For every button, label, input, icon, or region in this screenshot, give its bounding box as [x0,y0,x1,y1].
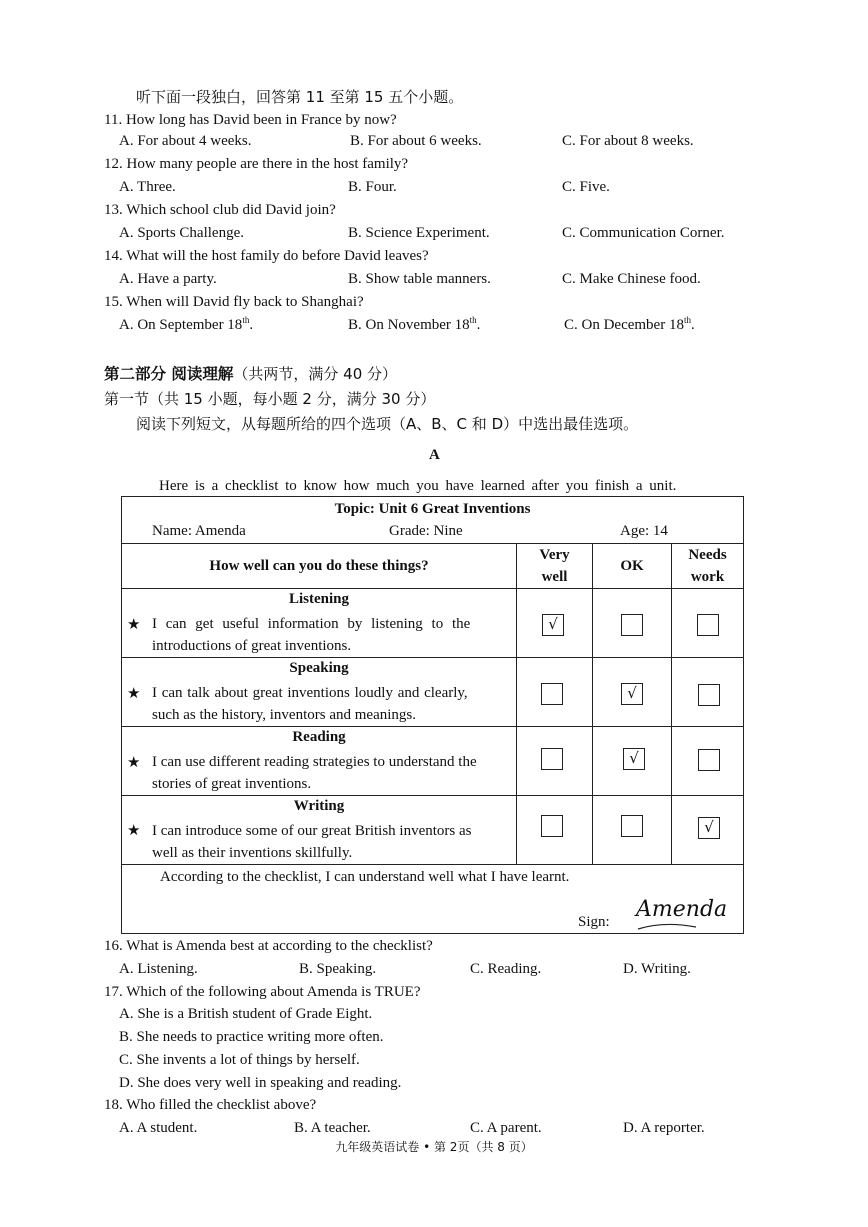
checkbox-speaking-needs-work[interactable] [698,684,720,706]
q12-option-a: A. Three. [119,179,176,195]
question-16: 16. What is Amenda best at according to the checklist? [104,938,433,954]
checkbox-listening-very-well[interactable]: √ [542,614,564,636]
table-divider [122,588,743,589]
checklist-name: Name: Amenda [152,523,246,539]
column-divider [592,543,593,864]
column-header-ok: OK [620,558,644,574]
q14-option-a: A. Have a party. [119,271,217,287]
signature-flourish [634,919,704,933]
column-divider [516,543,517,864]
q13-option-a: A. Sports Challenge. [119,225,244,241]
row-desc-reading: I can use different reading strategies to understand the [152,754,477,770]
table-divider [122,726,743,727]
q15-option-a: A. On September 18th. [119,315,254,333]
listening-intro: 听下面一段独白，回答第 11 至第 15 五个小题。 [136,88,464,106]
q17-option-d: D. She does very well in speaking and reading. [119,1075,402,1091]
checkbox-reading-very-well[interactable] [541,748,563,770]
question-14: 14. What will the host family do before David leaves? [104,248,429,264]
question-17: 17. Which of the following about Amenda is TRUE? [104,984,421,1000]
q13-option-b: B. Science Experiment. [348,225,490,241]
row-category-reading: Reading [292,729,346,745]
checklist-footer-text: According to the checklist, I can understand well what I have learnt. [160,869,570,885]
star-icon: ★ [127,753,141,771]
question-12: 12. How many people are there in the host family? [104,156,409,172]
passage-label: A [429,447,440,463]
row-desc-writing: I can introduce some of our great British inventors as [152,823,472,839]
q17-option-c: C. She invents a lot of things by herself. [119,1052,360,1068]
table-divider [122,657,743,658]
star-icon: ★ [127,615,141,633]
section1-heading: 第一节（共 15 小题，每小题 2 分，满分 30 分） [104,390,436,408]
q13-option-c: C. Communication Corner. [562,225,725,241]
q16-option-b: B. Speaking. [299,961,377,977]
passage-intro: Here is a checklist to know how much you have learned after you finish a unit. [159,478,677,494]
reading-instruction: 阅读下列短文，从每题所给的四个选项（A、B、C 和 D）中选出最佳选项。 [136,415,639,433]
row-category-speaking: Speaking [289,660,349,676]
column-header-question: How well can you do these things? [209,558,429,574]
star-icon: ★ [127,821,141,839]
table-divider [122,543,743,544]
q16-option-a: A. Listening. [119,961,198,977]
row-category-writing: Writing [293,798,345,814]
part2-title: 第二部分 阅读理解（共两节，满分 40 分） [104,365,398,383]
row-desc-listening-2: introductions of great inventions. [152,638,352,654]
q12-option-b: B. Four. [348,179,397,195]
sign-label: Sign: [578,914,610,930]
question-15: 15. When will David fly back to Shanghai? [104,294,364,310]
q12-option-c: C. Five. [562,179,610,195]
checkbox-reading-ok[interactable]: √ [623,748,645,770]
row-desc-writing-2: well as their inventions skillfully. [152,845,353,861]
row-desc-speaking-2: such as the history, inventors and meanings. [152,707,416,723]
q18-option-c: C. A parent. [470,1120,542,1136]
q18-option-b: B. A teacher. [294,1120,371,1136]
q14-option-b: B. Show table manners. [348,271,491,287]
star-icon: ★ [127,684,141,702]
table-divider [122,864,743,865]
checkbox-listening-ok[interactable] [621,614,643,636]
question-18: 18. Who filled the checklist above? [104,1097,317,1113]
q16-option-d: D. Writing. [623,961,691,977]
page-footer: 九年级英语试卷 • 第 2页（共 8 页） [335,1140,533,1154]
q11-option-c: C. For about 8 weeks. [562,133,694,149]
row-desc-reading-2: stories of great inventions. [152,776,312,792]
q18-option-d: D. A reporter. [623,1120,705,1136]
checkbox-writing-needs-work[interactable]: √ [698,817,720,839]
column-header-very-well: Very well [539,547,570,585]
checkbox-writing-very-well[interactable] [541,815,563,837]
q17-option-b: B. She needs to practice writing more often. [119,1029,384,1045]
row-desc-listening: I can get useful information by listening to the [152,616,471,632]
column-header-needs-work: Needs work [688,547,727,585]
question-11: 11. How long has David been in France by now? [104,112,397,128]
checklist-topic: Topic: Unit 6 Great Inventions [334,501,531,517]
checkbox-writing-ok[interactable] [621,815,643,837]
q17-option-a: A. She is a British student of Grade Eight. [119,1006,373,1022]
q16-option-c: C. Reading. [470,961,542,977]
checklist-table [121,496,744,934]
q15-option-c: C. On December 18th. [564,315,695,333]
checkbox-speaking-ok[interactable]: √ [621,683,643,705]
checkbox-reading-needs-work[interactable] [698,749,720,771]
q11-option-b: B. For about 6 weeks. [350,133,482,149]
checkbox-speaking-very-well[interactable] [541,683,563,705]
q18-option-a: A. A student. [119,1120,198,1136]
checklist-age: Age: 14 [620,523,668,539]
checklist-grade: Grade: Nine [389,523,463,539]
q14-option-c: C. Make Chinese food. [562,271,701,287]
row-desc-speaking: I can talk about great inventions loudly and clearly, [152,685,468,701]
question-13: 13. Which school club did David join? [104,202,336,218]
q15-option-b: B. On November 18th. [348,315,481,333]
column-divider [671,543,672,864]
row-category-listening: Listening [288,591,349,607]
table-divider [122,795,743,796]
checkbox-listening-needs-work[interactable] [697,614,719,636]
signature: Amenda [636,897,728,922]
q11-option-a: A. For about 4 weeks. [119,133,252,149]
